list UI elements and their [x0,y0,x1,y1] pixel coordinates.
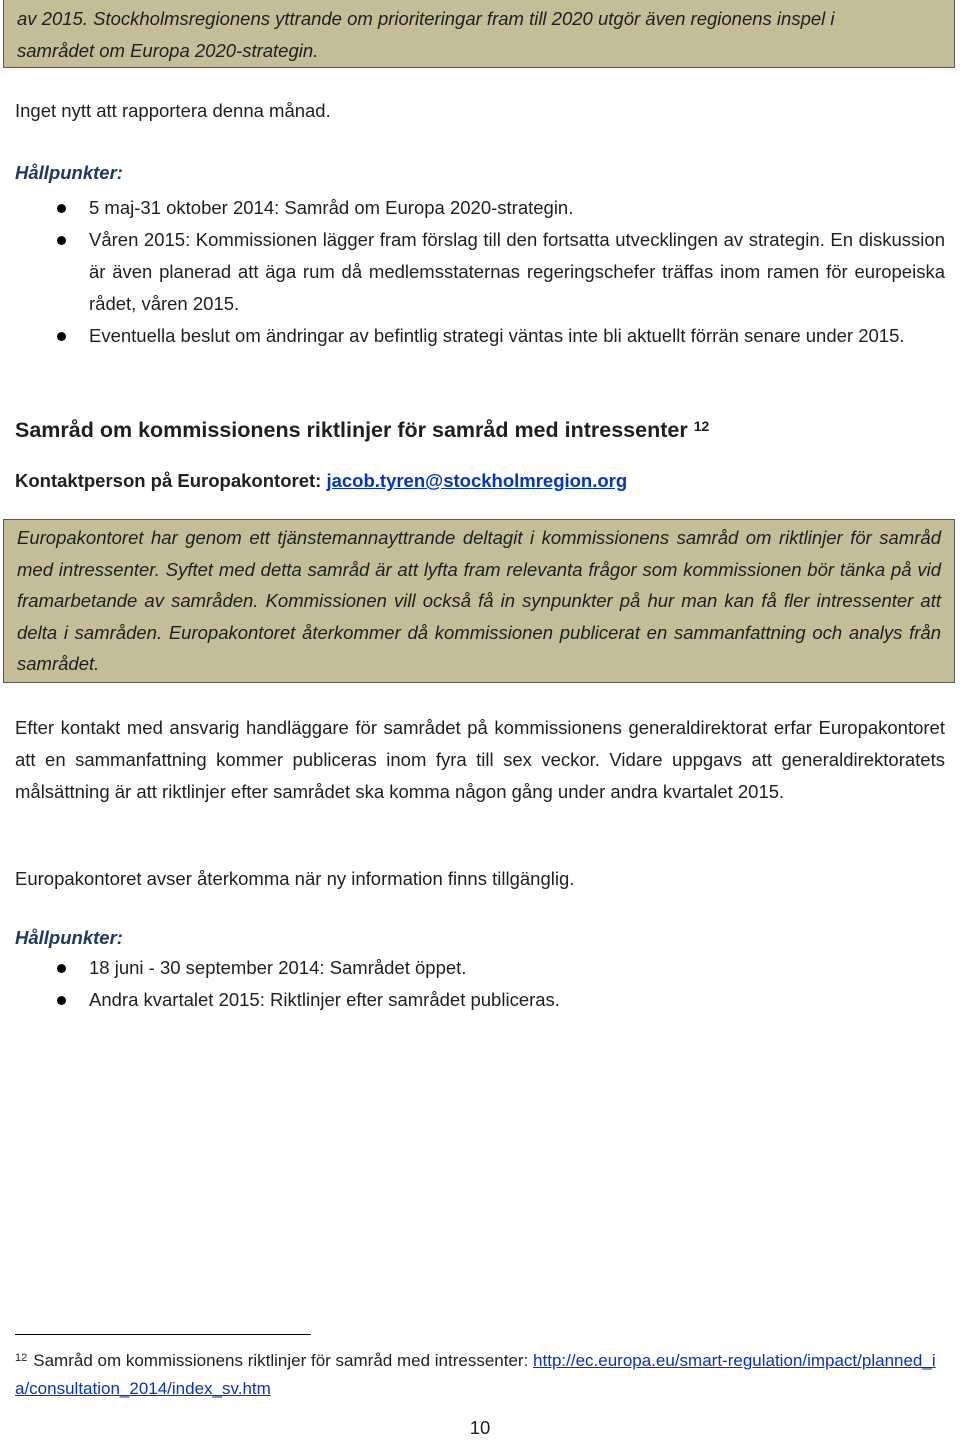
list-item: Andra kvartalet 2015: Riktlinjer efter samrådet publiceras. [0,984,945,1016]
section-heading: Samråd om kommissionens riktlinjer för samråd med intressenter $^{12}$ [15,418,710,442]
summary-text: Europakontoret har genom ett tjänstemannayttrande deltagit i kommissionens samråd om riktlinjer för samråd med intressenter. Syftet med detta samråd är att lyfta fram relevanta frågor som kommissionen bör tänka på vid framarbetande av samråden. Kommissionen vill också få in synpunkter på hur man kan få fler intressenter att delta i samråden. Europakontoret återkommer då kommissionen publicerat en sammanfattning och analys från samrådet. [17,527,941,675]
milestones-label-2: Hållpunkter: [15,927,123,948]
top-box-line-1: av 2015. Stockholmsregionens yttrande om prioriteringar fram till 2020 utgör även regionens inspel i [17,8,835,29]
footnote-ref[interactable]: 12 [693,418,710,434]
page-number: 10 [469,1417,491,1438]
status-text: Inget nytt att rapportera denna månad. [15,100,331,121]
list-item: Eventuella beslut om ändringar av befintlig strategi väntas inte bli aktuellt förrän senare under 2015. [0,320,945,352]
bullet-icon [57,236,66,245]
list-item: 18 juni - 30 september 2014: Samrådet öppet. [0,952,945,984]
contact-label: Kontaktperson på Europakontoret: [15,470,322,491]
footnote-text: Samråd om kommissionens riktlinjer för samråd med intressenter: [33,1351,529,1370]
body-paragraph-2: Europakontoret avser återkomma när ny information finns tillgänglig. [15,868,575,889]
footnote-link[interactable]: http://ec.europa.eu/smart-regulation/impact/planned_ia/consultation_2014/index_sv.htm [15,1351,936,1398]
milestones-list-2 [0,952,945,1016]
body-paragraph-1: Efter kontakt med ansvarig handläggare för samrådet på kommissionens generaldirektorat erfar Europakontoret att en sammanfattning kommer publiceras inom fyra till sex veckor. Vidare uppgavs att generaldirektoratets målsättning är att riktlinjer efter samrådet ska komma någon gång under andra kvartalet 2015. [15,717,945,802]
milestones-label: Hållpunkter: [15,162,123,183]
bullet-icon [57,964,66,973]
top-box-line-2: samrådet om Europa 2020-strategin. [17,39,319,61]
contact-email-link[interactable]: jacob.tyren@stockholmregion.org [326,470,628,491]
list-item: Våren 2015: Kommissionen lägger fram förslag till den fortsatta utvecklingen av strategin. En diskussion är även planerad att äga rum då medlemsstaternas regeringschefer träffas inom ramen för europeiska rådet, våren 2015. [0,224,945,320]
contact-line [15,470,627,492]
footnote-number: 12 [15,1352,28,1364]
bullet-icon [57,996,66,1005]
summary-box [3,519,955,683]
bullet-icon [57,204,66,213]
list-item: 5 maj-31 oktober 2014: Samråd om Europa 2020-strategin. [0,192,945,224]
top-info-box [3,0,955,68]
footnote [15,1348,945,1402]
milestones-list [0,192,945,352]
footnote-divider [15,1334,311,1335]
bullet-icon [57,332,66,341]
